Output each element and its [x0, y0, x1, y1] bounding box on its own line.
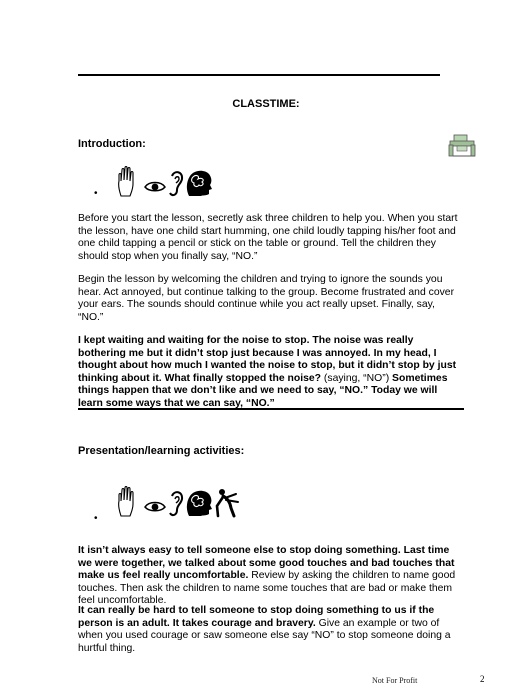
- top-rule: [78, 74, 440, 76]
- eye-icon: [144, 178, 166, 194]
- presentation-bullet: •: [94, 513, 98, 524]
- presentation-paragraph-2: [78, 605, 462, 655]
- intro-p3-normal: (saying, “NO”): [321, 372, 393, 384]
- head-icon: [184, 168, 214, 198]
- presentation-p1-bold: It isn’t always easy to tell someone else to stop doing something. Last time we were together, we talked about some good touches and bad touches that make us feel really uncomfortable.: [78, 545, 455, 582]
- presentation-icon-row: [88, 486, 268, 518]
- presentation-p2-normal: Give an example or two of when you used courage or saw someone else say “NO” to stop someone doing a hurtful thing.: [78, 617, 451, 654]
- eye-icon: [144, 498, 166, 514]
- presentation-p1-normal: Review by asking the children to name good touches. Then ask the children to name some touches that are bad or make them feel uncomfortable.: [78, 570, 456, 607]
- page-title: CLASSTIME:: [232, 98, 300, 110]
- intro-bullet: •: [94, 188, 98, 199]
- intro-paragraph-1: Before you start the lesson, secretly ask three children to help you. When you start the lesson, have one child start humming, one child loudly tapping his/her foot and one child tapping a pencil or stick on the table or ground. Tell the children they should stop when you finally say, “NO.”: [78, 213, 458, 262]
- intro-p3-bold-2: Sometimes things happen that we don’t like and we need to say, “NO.” Today we will learn some ways that we can say, “NO.”: [78, 372, 448, 409]
- hand-icon: [116, 166, 138, 198]
- intro-heading: Introduction:: [78, 138, 146, 150]
- page-number: 2: [480, 674, 485, 684]
- intro-icon-row: [88, 166, 238, 198]
- ear-icon: [168, 490, 184, 518]
- chair-icon: [446, 132, 478, 158]
- presentation-paragraph-1: [78, 545, 462, 608]
- presentation-heading: Presentation/learning activities:: [78, 445, 245, 457]
- section-rule: [78, 408, 464, 410]
- stretching-figure-icon: [214, 488, 240, 518]
- hand-icon: [116, 486, 138, 518]
- head-icon: [184, 488, 214, 518]
- intro-paragraph-2: Begin the lesson by welcoming the children and trying to ignore the sounds you hear. Act annoyed, but continue talking to the group. Become frustrated and cover your ears. The sounds should continue while you act really upset. Finally, say, “NO.”: [78, 274, 455, 323]
- ear-icon: [168, 170, 184, 198]
- presentation-p2-bold: It can really be hard to tell someone to stop doing something to us if the person is an adult. It takes courage and bravery.: [78, 605, 435, 629]
- footer-text: Not For Profit: [372, 676, 418, 685]
- intro-paragraph-3: [78, 335, 462, 411]
- intro-p3-bold-1: I kept waiting and waiting for the noise to stop. The noise was really bothering me but it didn’t stop just because I was annoyed. In my head, I thought about how much I wanted the noise to stop, but it didn’t stop by just thinking about it. What finally stopped the noise?: [78, 335, 457, 384]
